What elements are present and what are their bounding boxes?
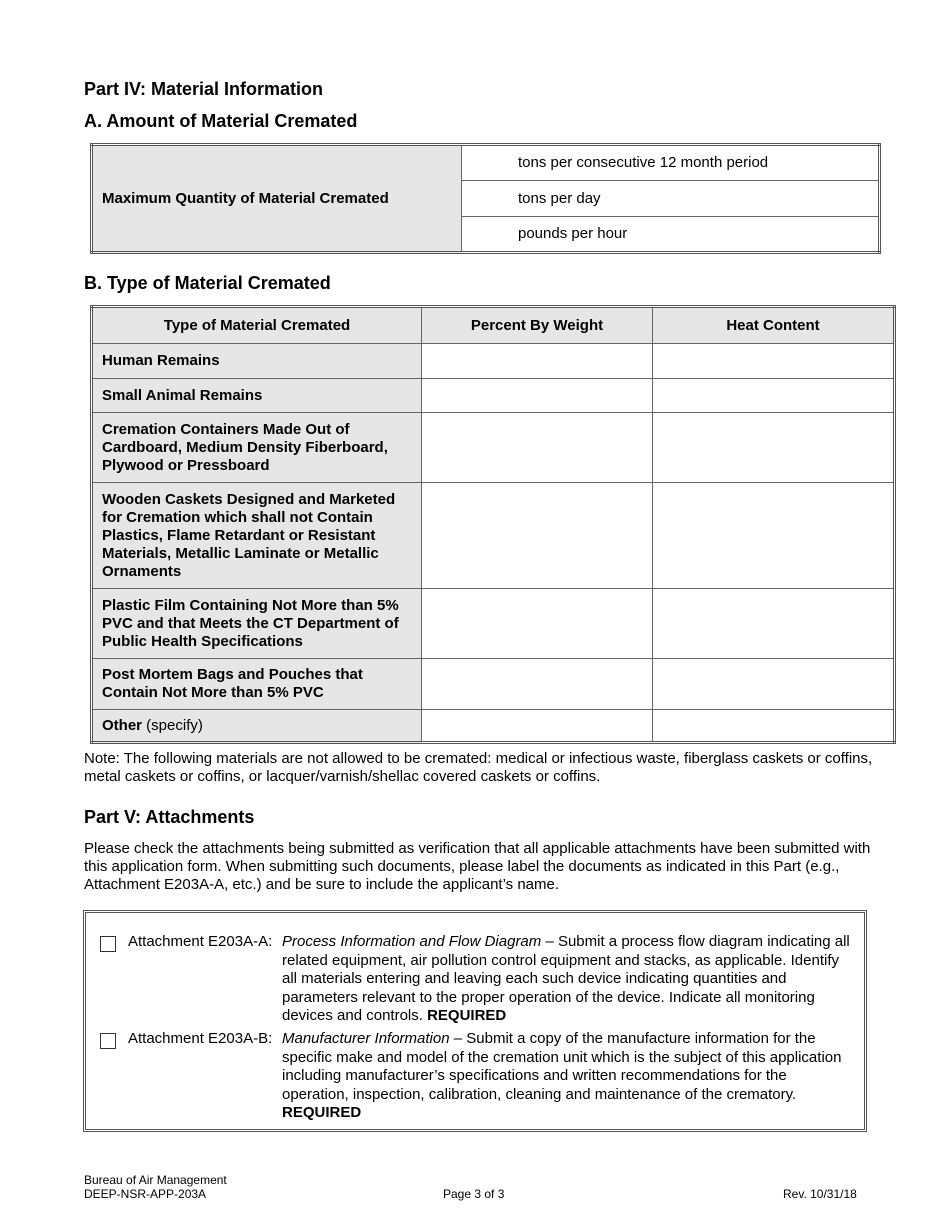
header-heat: Heat Content <box>653 307 895 344</box>
attachment-title: Manufacturer Information <box>282 1030 450 1047</box>
unit-tons-day[interactable]: tons per day <box>462 181 880 217</box>
attachments-intro: Please check the attachments being submitted as verification that all applicable attachments have been submitted with this application form. When submitting such documents, please label the documents as indicated in this Part (e.g., Attachment E203A-A, etc.) and be sure to include the applicant’s name. <box>84 840 871 893</box>
heat-cell[interactable] <box>653 659 895 710</box>
percent-cell[interactable] <box>422 483 653 589</box>
heat-cell[interactable] <box>653 710 895 743</box>
heat-cell[interactable] <box>653 483 895 589</box>
attachment-text: – Submit a process flow diagram indicating all related equipment, air pollution control equipment and stacks, as applicable. Identify all materials entering and leaving each such device indicating quantities and parameters relevant to the proper operation of the device. Indicate all monitoring devices and controls. <box>282 933 850 1024</box>
table-row <box>92 710 895 743</box>
table-row <box>92 589 895 659</box>
material-label: Plastic Film Containing Not More than 5% PVC and that Meets the CT Department of Public Health Specifications <box>92 589 422 659</box>
percent-cell[interactable] <box>422 344 653 379</box>
attachment-a-checkbox[interactable] <box>100 936 116 952</box>
heat-cell[interactable] <box>653 344 895 379</box>
max-quantity-label: Maximum Quantity of Material Cremated <box>92 145 462 253</box>
material-label: Post Mortem Bags and Pouches that Contain Not More than 5% PVC <box>92 659 422 710</box>
attachment-description <box>282 933 857 1026</box>
section-a-title: A. Amount of Material Cremated <box>84 111 358 131</box>
attachment-text: – Submit a copy of the manufacture information for the specific make and model of the cremation unit which is the subject of this application including manufacturer’s specifications and written recommendations for the operation, inspection, calibration, cleaning and maintenance of the crematory. <box>282 1030 842 1103</box>
attachment-description <box>282 1030 857 1123</box>
attachment-label: Attachment E203A-B: <box>128 1030 273 1047</box>
required-label: REQUIRED <box>427 1007 507 1024</box>
percent-cell[interactable] <box>422 413 653 483</box>
material-label: Cremation Containers Made Out of Cardboard, Medium Density Fiberboard, Plywood or Pressboard <box>92 413 422 483</box>
header-type: Type of Material Cremated <box>92 307 422 344</box>
material-type-table <box>90 305 896 744</box>
attachments-box <box>83 910 867 1132</box>
table-row <box>92 413 895 483</box>
footer-rev: Rev. 10/31/18 <box>783 1187 857 1201</box>
materials-note: Note: The following materials are not allowed to be cremated: medical or infectious waste, fiberglass caskets or coffins, metal caskets or coffins, or lacquer/varnish/shellac covered caskets or coffins. <box>84 750 873 785</box>
footer-form-id: DEEP-NSR-APP-203A <box>84 1187 207 1201</box>
percent-cell[interactable] <box>422 710 653 743</box>
percent-cell[interactable] <box>422 659 653 710</box>
unit-pounds-hour[interactable]: pounds per hour <box>462 217 880 253</box>
attachment-label: Attachment E203A-A: <box>128 933 273 950</box>
part5-title: Part V: Attachments <box>84 807 255 827</box>
material-label: Human Remains <box>92 344 422 379</box>
heat-cell[interactable] <box>653 379 895 413</box>
material-label: Small Animal Remains <box>92 379 422 413</box>
part4-title: Part IV: Material Information <box>84 79 324 99</box>
material-label-other <box>92 710 422 743</box>
table-row <box>92 483 895 589</box>
material-label: Wooden Caskets Designed and Marketed for Cremation which shall not Contain Plastics, Flame Retardant or Resistant Materials, Metallic Laminate or Metallic Ornaments <box>92 483 422 589</box>
table-row <box>92 379 895 413</box>
table-row <box>92 344 895 379</box>
heat-cell[interactable] <box>653 413 895 483</box>
section-b-title: B. Type of Material Cremated <box>84 273 331 293</box>
attachment-b-checkbox[interactable] <box>100 1033 116 1049</box>
other-label: Other <box>102 716 143 734</box>
percent-cell[interactable] <box>422 379 653 413</box>
other-suffix: (specify) <box>142 716 203 734</box>
footer-bureau: Bureau of Air Management <box>84 1173 227 1187</box>
amount-table <box>90 143 881 254</box>
table-row <box>92 659 895 710</box>
percent-cell[interactable] <box>422 589 653 659</box>
required-label: REQUIRED <box>282 1104 362 1121</box>
footer-page: Page 3 of 3 <box>443 1187 505 1201</box>
attachment-title: Process Information and Flow Diagram <box>282 933 542 950</box>
heat-cell[interactable] <box>653 589 895 659</box>
header-percent: Percent By Weight <box>422 307 653 344</box>
footer-left <box>84 1173 227 1201</box>
unit-tons-year[interactable]: tons per consecutive 12 month period <box>462 145 880 181</box>
